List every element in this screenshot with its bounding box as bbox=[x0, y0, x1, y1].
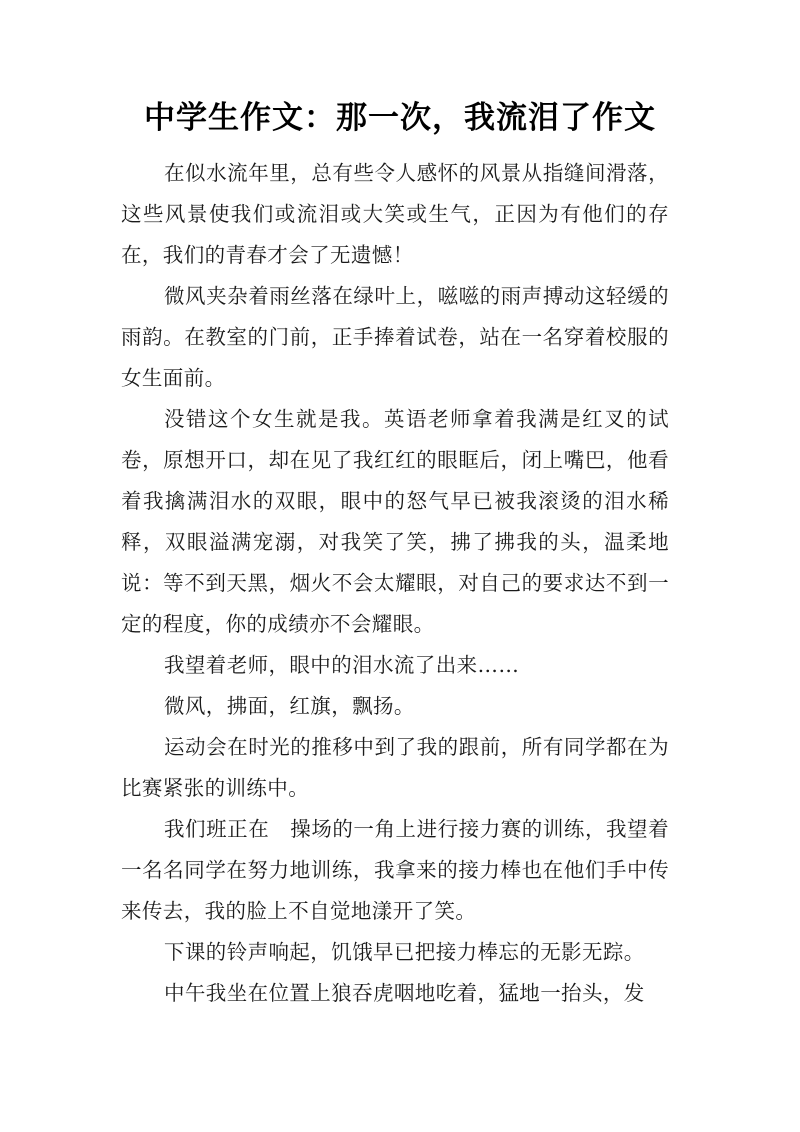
paragraph: 在似水流年里，总有些令人感怀的风景从指缝间滑落，这些风景使我们或流泪或大笑或生气，正因为有他们的存在，我们的青春才会了无遗憾！ bbox=[121, 161, 669, 267]
document-title: 中学生作文：那一次，我流泪了作文 bbox=[144, 100, 656, 136]
paragraph: 我们班正在 操场的一角上进行接力赛的训练，我望着一名名同学在努力地训练，我拿来的接力棒也在他们手中传来传去，我的脸上不自觉地漾开了笑。 bbox=[121, 817, 669, 923]
paragraph: 微风夹杂着雨丝落在绿叶上，嗞嗞的雨声搏动这轻缓的雨韵。在教室的门前，正手捧着试卷，站在一名穿着校服的女生面前。 bbox=[121, 284, 669, 390]
paragraph: 下课的铃声响起，饥饿早已把接力棒忘的无影无踪。 bbox=[164, 940, 645, 964]
paragraph: 我望着老师，眼中的泪水流了出来…… bbox=[164, 653, 520, 677]
paragraph: 微风，拂面，红旗，飘扬。 bbox=[164, 694, 415, 718]
paragraph: 中午我坐在位置上狼吞虎咽地吃着，猛地一抬头，发 bbox=[164, 981, 645, 1005]
document-body bbox=[121, 153, 669, 1014]
paragraph: 运动会在时光的推移中到了我的跟前，所有同学都在为比赛紧张的训练中。 bbox=[121, 735, 669, 800]
paragraph: 没错这个女生就是我。英语老师拿着我满是红叉的试卷，原想开口，却在见了我红红的眼眶后，闭上嘴巴，他看着我擒满泪水的双眼，眼中的怒气早已被我滚烫的泪水稀释，双眼溢满宠溺，对我笑了笑，拂了拂我的头，温柔地说：等不到天黑，烟火不会太耀眼，对自己的要求达不到一定的程度，你的成绩亦不会耀眼。 bbox=[121, 407, 669, 636]
